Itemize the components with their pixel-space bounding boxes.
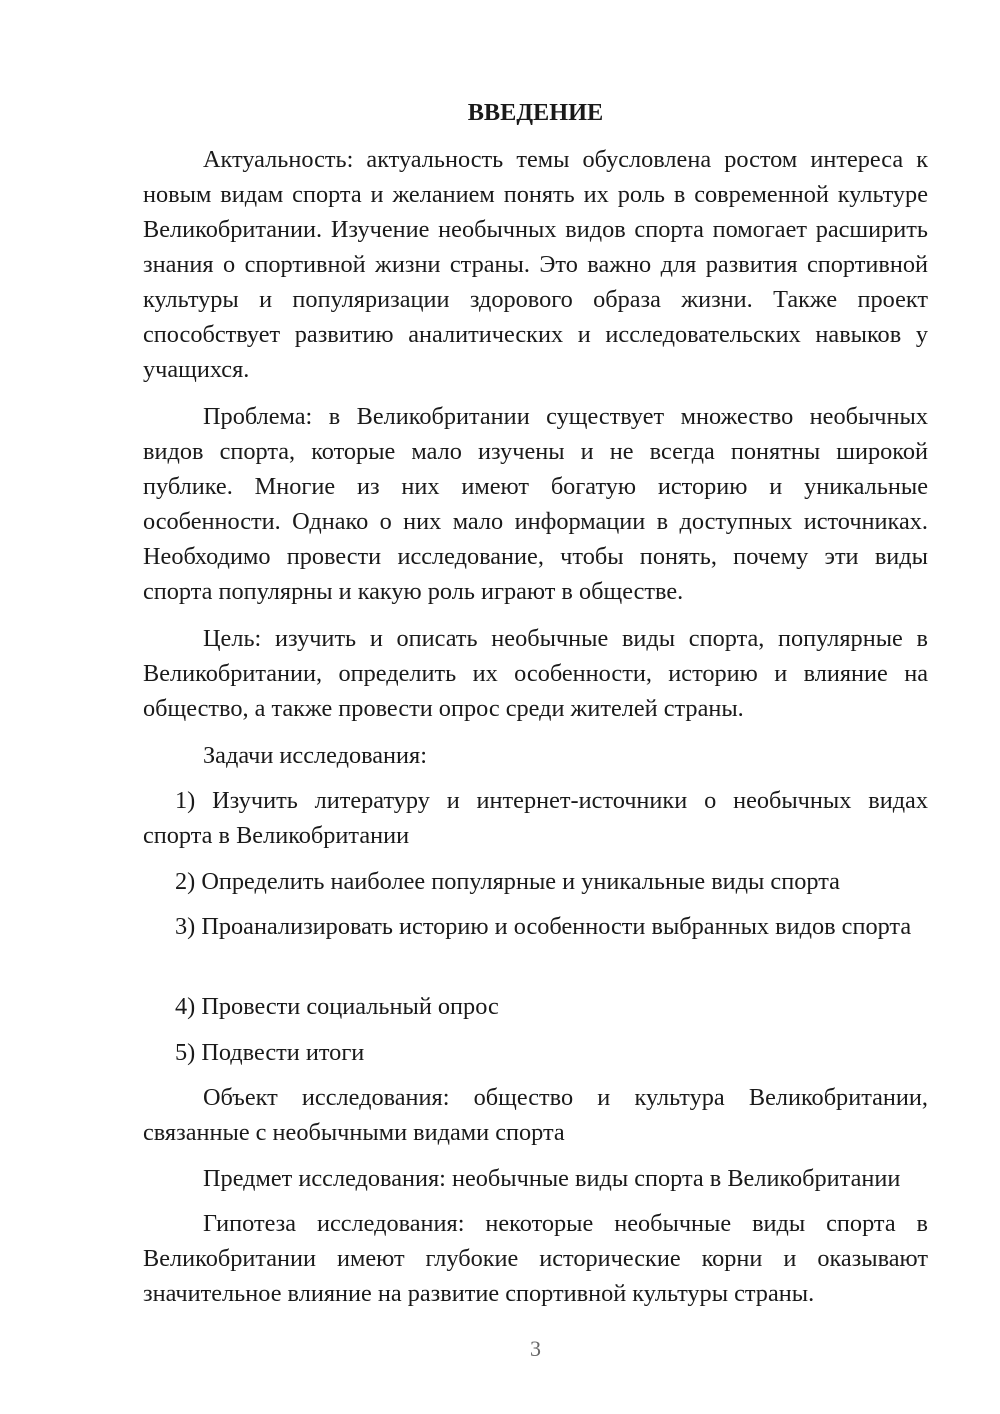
- section-title: ВВЕДЕНИЕ: [467, 99, 604, 126]
- subject-paragraph: Предмет исследования: необычные виды спорта в Великобритании: [203, 1165, 901, 1192]
- task-item: 3) Проанализировать историю и особенности выбранных видов спорта: [175, 913, 912, 940]
- relevance-paragraph: Актуальность: актуальность темы обусловлена ростом интереса к новым видам спорта и желанием понять их роль в современной культуре Великобритании. Изучение необычных видов спорта помогает расширить знания о спортивной жизни страны. Это важно для развития спортивной культуры и популяризации здорового образа жизни. Также проект способствует развитию аналитических и исследовательских навыков у учащихся.: [143, 146, 928, 383]
- tasks-heading: Задачи исследования:: [203, 742, 427, 769]
- problem-paragraph: Проблема: в Великобритании существует множество необычных видов спорта, которые мало изучены и не всегда понятны широкой публике. Многие из них имеют богатую историю и уникальные особенности. Однако о них мало информации в доступных источниках. Необходимо провести исследование, чтобы понять, почему эти виды спорта популярны и какую роль играют в обществе.: [143, 403, 928, 605]
- hypothesis-paragraph: Гипотеза исследования: некоторые необычные виды спорта в Великобритании имеют глубокие исторические корни и оказывают значительное влияние на развитие спортивной культуры страны.: [143, 1210, 928, 1307]
- goal-paragraph: Цель: изучить и описать необычные виды спорта, популярные в Великобритании, определить их особенности, историю и влияние на общество, а также провести опрос среди жителей страны.: [143, 625, 928, 722]
- page-number: 3: [530, 1336, 541, 1361]
- task-item: 2) Определить наиболее популярные и уникальные виды спорта: [175, 868, 840, 895]
- object-paragraph: Объект исследования: общество и культура Великобритании, связанные с необычными видами спорта: [143, 1084, 928, 1146]
- task-item: 1) Изучить литературу и интернет-источники о необычных видах спорта в Великобритании: [143, 787, 928, 849]
- task-item: 4) Провести социальный опрос: [175, 993, 499, 1020]
- task-item: 5) Подвести итоги: [175, 1039, 365, 1066]
